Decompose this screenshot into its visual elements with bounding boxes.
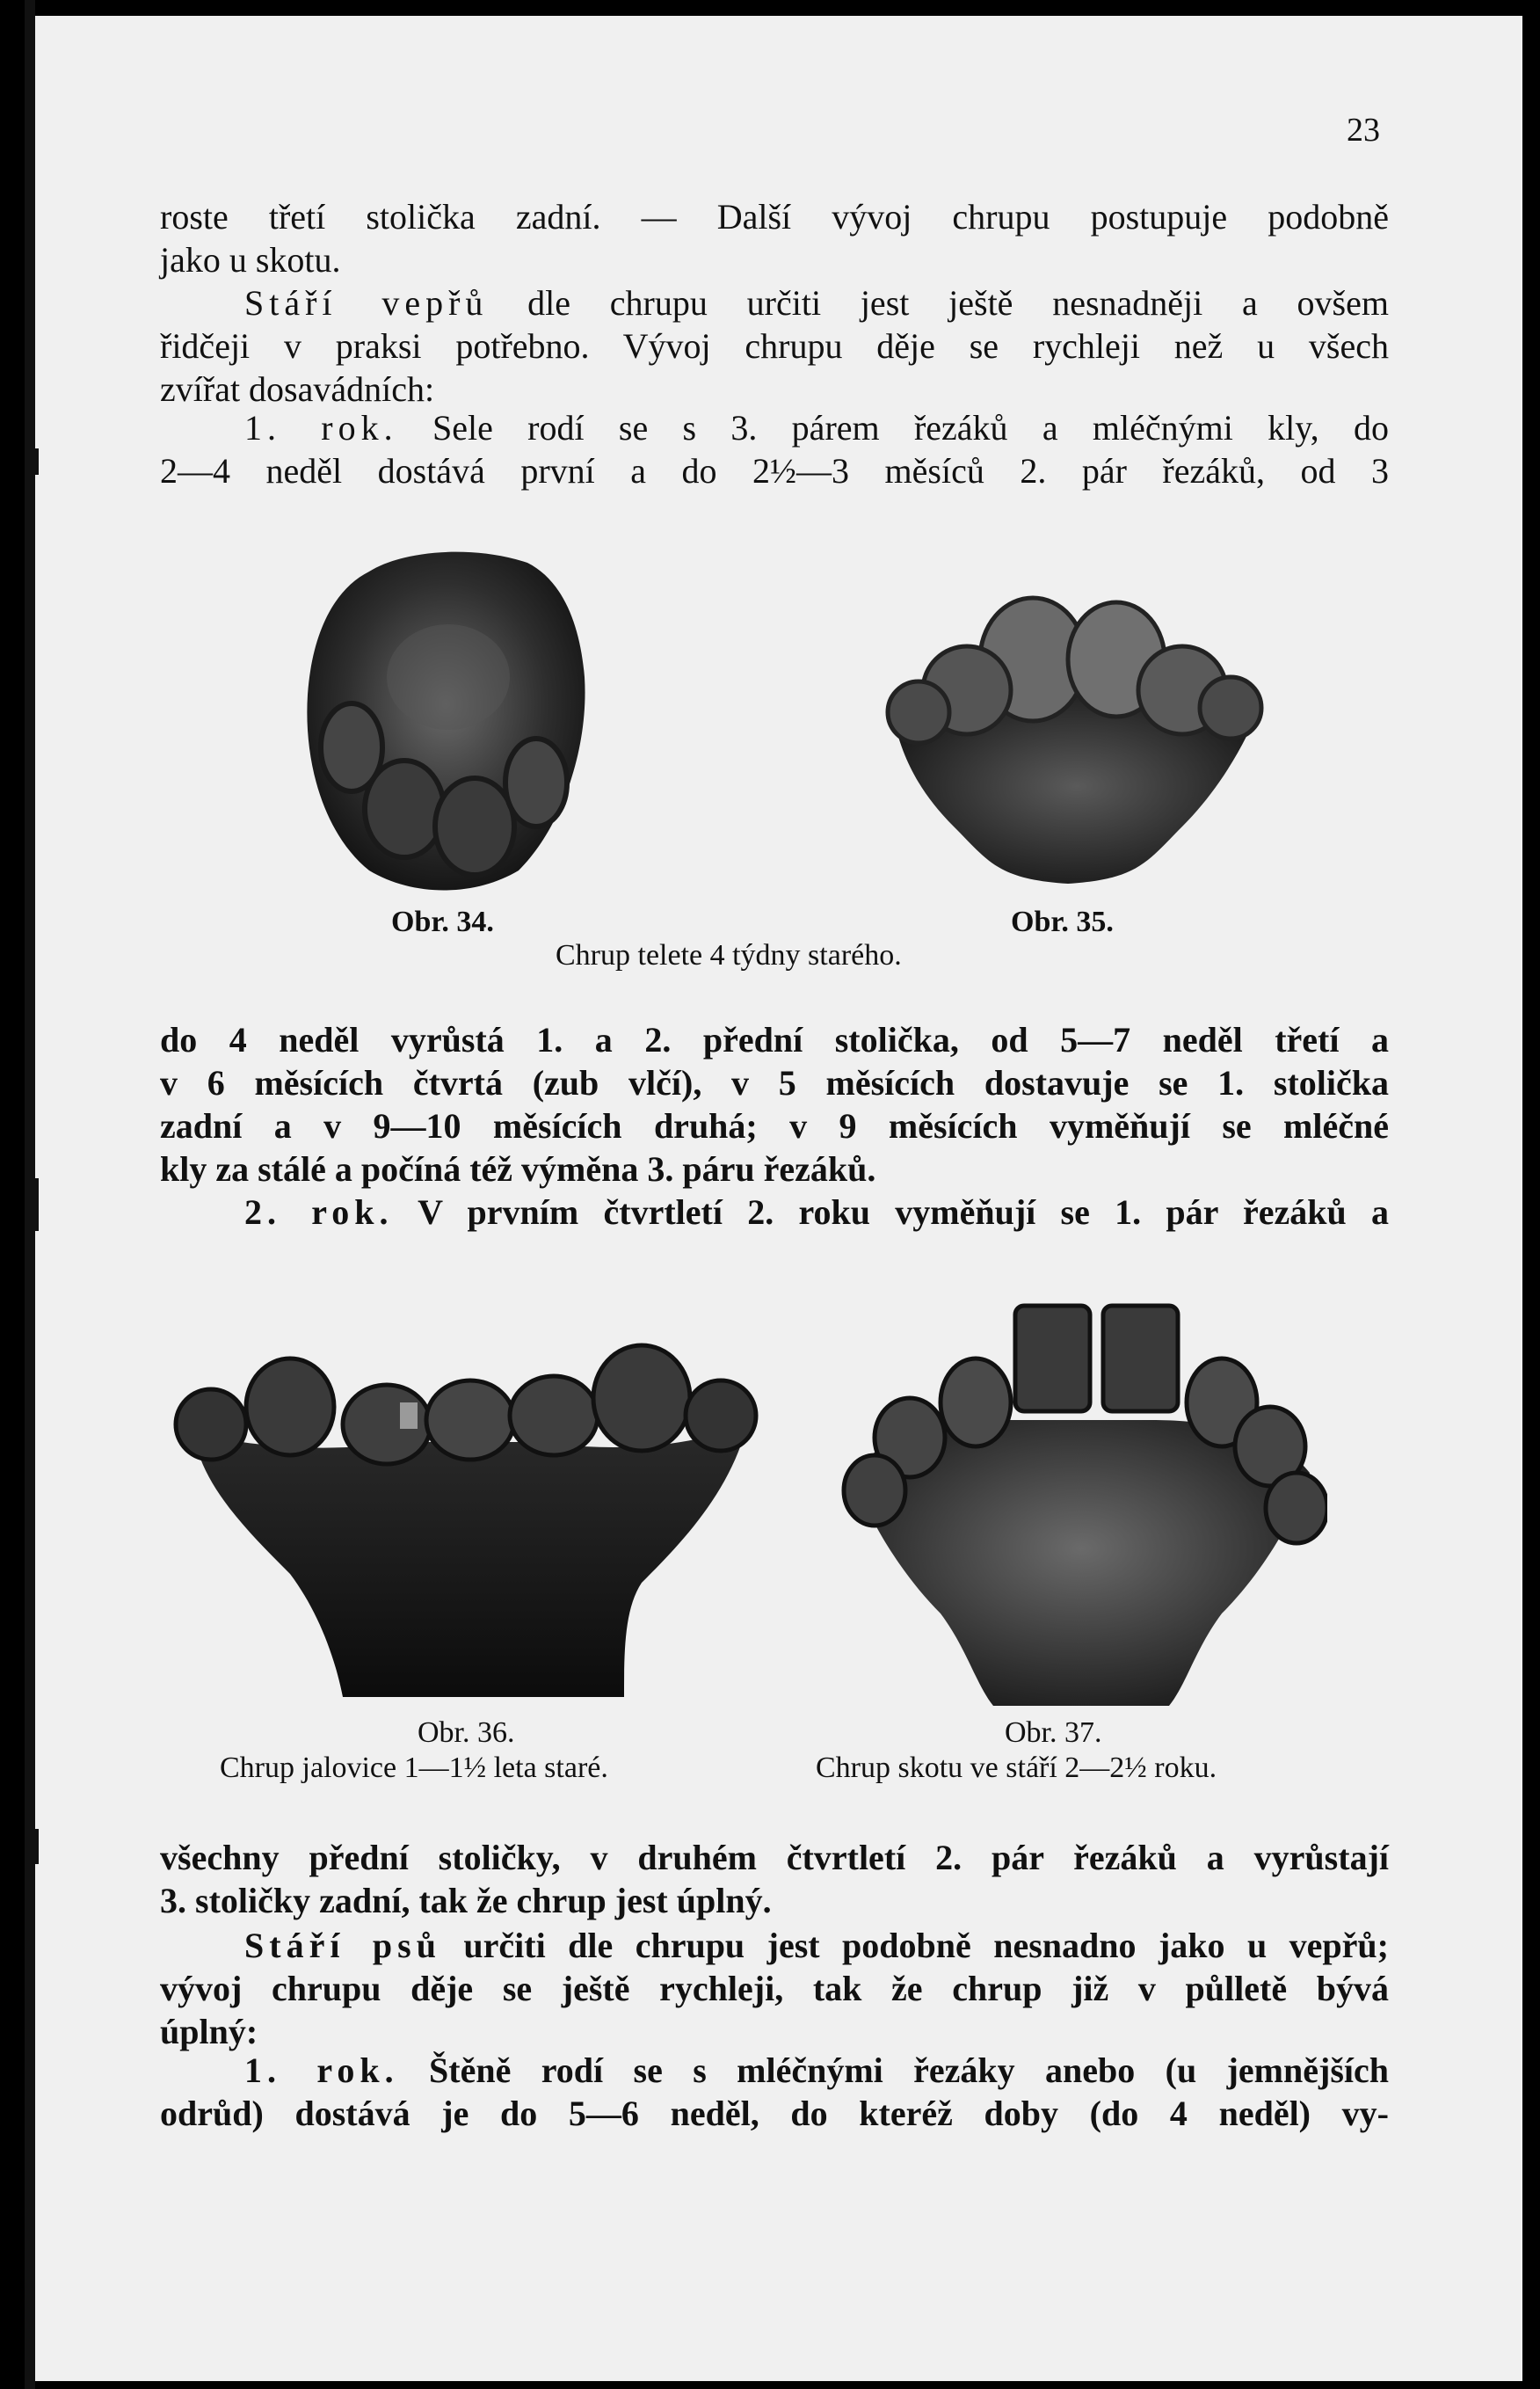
text-line [160,1191,1389,1234]
margin-mark [26,1178,39,1231]
text-run: Sele rodí se s 3. párem řezáků a mléčnými kly, do [397,408,1389,448]
spaced-heading: 2. rok. [244,1192,394,1232]
paragraph-4 [160,1018,1389,1191]
text-line: 2—4 neděl dostává první a do 2½—3 měsíců 2. pár řezáků, od 3 [160,451,1389,491]
paragraph-5 [160,1191,1389,1234]
figure-36-caption: Chrup jalovice 1—1½ leta staré. [220,1752,608,1784]
spaced-heading: Stáří psů [244,1926,441,1965]
spaced-heading: 1. rok. [244,408,398,448]
figure-34-label: Obr. 34. [391,906,494,938]
figure-34-calf-teeth [299,545,589,897]
text-line [160,1924,1389,1967]
text-line: kly za stálé a počíná též výměna 3. páru řezáků. [160,1149,876,1189]
text-line: zadní a v 9—10 měsících druhá; v 9 měsících vyměňují se mléčné [160,1106,1389,1146]
figure-37-label: Obr. 37. [1005,1716,1102,1749]
paragraph-6 [160,1836,1389,1922]
text-line: 3. stoličky zadní, tak že chrup jest úplný. [160,1881,772,1920]
text-line [160,2049,1389,2092]
margin-mark [26,1829,39,1864]
text-line [160,281,1389,324]
figures-34-35-caption: Chrup telete 4 týdny starého. [556,939,902,972]
text-line: všechny přední stoličky, v druhém čtvrtletí 2. pár řezáků a vyrůstají [160,1838,1389,1877]
page-number: 23 [1347,112,1380,149]
paragraph-7 [160,1924,1389,2053]
spaced-heading: Stáří vepřů [244,283,489,323]
text-run: určiti dle chrupu jest podobně nesnadno jako u vepřů; [440,1926,1389,1965]
figure-37-caption: Chrup skotu ve stáří 2—2½ roku. [816,1752,1217,1784]
paragraph-2 [160,281,1389,411]
figure-37-cattle-teeth [835,1297,1327,1710]
paragraph-3 [160,406,1389,492]
text-line [160,406,1389,449]
text-line: v 6 měsících čtvrtá (zub vlčí), v 5 měsících dostavuje se 1. stolička [160,1063,1389,1103]
paragraph-1 [160,195,1389,281]
spaced-heading: 1. rok. [244,2050,399,2090]
margin-mark [26,448,39,475]
text-line: roste třetí stolička zadní. — Další vývoj chrupu postupuje podobně [160,197,1389,237]
text-line: jako u skotu. [160,240,341,280]
text-run: dle chrupu určiti jest ještě nesnadněji a ovšem [488,283,1389,323]
figure-36-heifer-teeth [167,1319,765,1706]
paragraph-8 [160,2049,1389,2135]
figure-35-calf-teeth [866,589,1270,888]
text-run: Štěně rodí se s mléčnými řezáky anebo (u jemnějších [398,2050,1389,2090]
text-line: zvířat dosavádních: [160,369,435,409]
text-line: úplný: [160,2012,258,2051]
text-line: řidčeji v praksi potřebno. Vývoj chrupu děje se rychleji než u všech [160,326,1389,366]
text-line: odrůd) dostává je do 5—6 neděl, do kteréž doby (do 4 neděl) vy- [160,2094,1389,2133]
text-line: vývoj chrupu děje se ještě rychleji, tak že chrup již v půlletě bývá [160,1969,1389,2008]
figure-36-label: Obr. 36. [418,1716,515,1749]
text-line: do 4 neděl vyrůstá 1. a 2. přední stolička, od 5—7 neděl třetí a [160,1020,1389,1060]
figure-35-label: Obr. 35. [1011,906,1114,938]
text-run: V prvním čtvrtletí 2. roku vyměňují se 1. pár řezáků a [393,1192,1390,1232]
